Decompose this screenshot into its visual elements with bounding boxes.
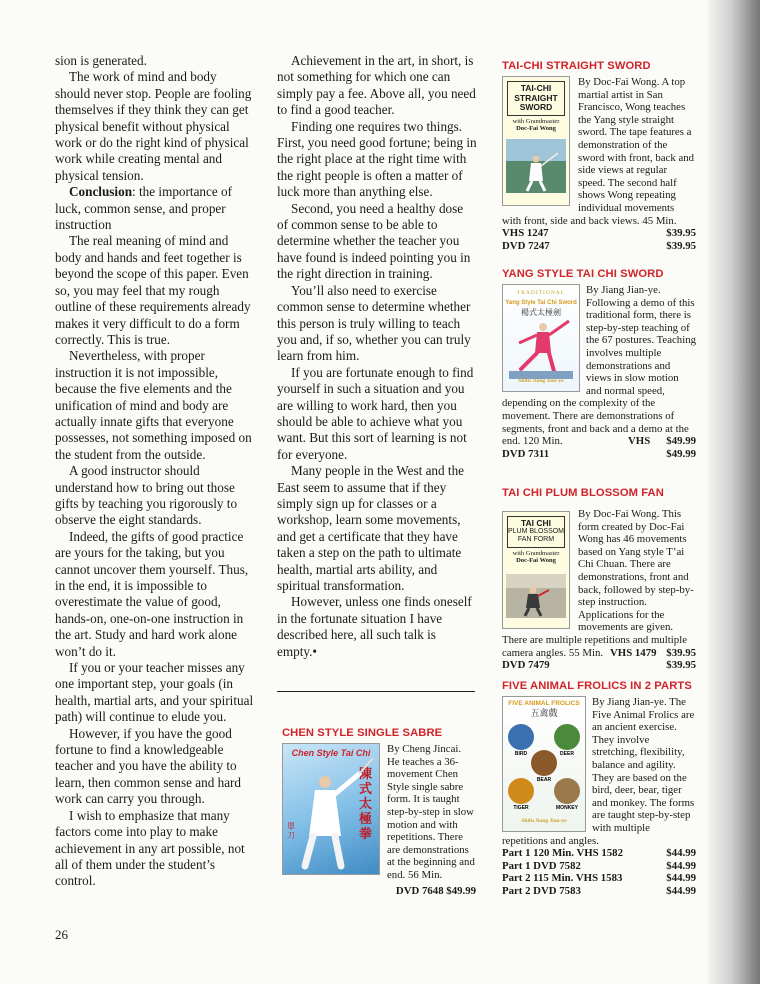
paragraph: sion is generated. bbox=[55, 53, 147, 68]
paragraph: A good instructor should understand how to bring out those gifts by teaching you rigorously to observe the eight standards. bbox=[55, 463, 238, 528]
svg-text:DEER: DEER bbox=[560, 751, 574, 757]
product-title: TAI CHI PLUM BLOSSOM FAN bbox=[502, 487, 664, 499]
price-row: DVD 7479 $39.95 bbox=[502, 659, 696, 672]
paragraph: Nevertheless, with proper instruction it is not impossible, because the five elements and the unification of mind and body are actually innate gifts that everyone possesses, not something imposed on the student from the outside. bbox=[55, 348, 252, 462]
cover-top-label: TRADITIONAL bbox=[516, 290, 566, 296]
martial-artist-figure-icon bbox=[283, 744, 379, 874]
cover-chinese-title: 楊式太極劍 bbox=[521, 307, 561, 317]
product-description: By Jiang Jian-ye. Following a demo of this traditional form, there is step-by-step teaching of the 67 postures. Teaching involves multiple demonstrations and views in slow motion and normal speed, depending on the complexity of the movement. There are demonstrations of segments, front and back and a demo at the end. 120 Min. bbox=[502, 284, 696, 448]
cover-chinese-title: 陳式太極拳 bbox=[359, 766, 373, 841]
price-row: DVD 7311 $49.99 bbox=[502, 447, 696, 460]
product-description: By Jiang Jian-ye. The Five Animal Frolics are an ancient exercise. They involve stretching, flexibility, balance and agility. They are based on the bird, deer, bear, tiger and monkey. The forms are taught step-by-step with multiple repetitions and angles. bbox=[502, 696, 695, 847]
cover-title: Yang Style Tai Chi Sword bbox=[505, 299, 577, 306]
cover-title: FIVE ANIMAL FROLICS bbox=[508, 700, 580, 707]
cover-author: Shifu Jiang Jian-ye bbox=[521, 818, 567, 825]
price-row: DVD 7247 $39.95 bbox=[502, 239, 696, 252]
price-row: Part 1 120 Min. VHS 1582 $44.99 bbox=[502, 847, 696, 860]
paragraph: However, unless one finds oneself in the fortunate situation I have described here, all such talk is empty.• bbox=[277, 594, 472, 659]
price-row: VHS $49.99 bbox=[628, 435, 696, 448]
column-divider-rule bbox=[277, 691, 475, 692]
dvd-cover-chen-sabre[interactable] bbox=[282, 743, 380, 875]
product-title: FIVE ANIMAL FROLICS IN 2 PARTS bbox=[502, 680, 692, 692]
product-description: By Doc-Fai Wong. A top martial artist in San Francisco, Wong teaches the Yang style straight sword. The tape features a demonstration of the sword with front, back and side views at regular speed. The second half shows Wong repeating individual movements with front, side and back views. 45 Min. bbox=[502, 76, 695, 227]
dvd-cover-straight-sword[interactable] bbox=[502, 76, 570, 206]
dvd-cover-five-animal-frolics[interactable] bbox=[502, 696, 586, 832]
dvd-cover-yang-sword[interactable] bbox=[502, 284, 580, 392]
cover-title-box: TAI CHI PLUM BLOSSOM FAN FORM bbox=[507, 516, 565, 548]
conclusion-paragraph: Conclusion: the importance of luck, common sense, and proper instruction bbox=[55, 184, 232, 233]
svg-text:BEAR: BEAR bbox=[536, 777, 552, 783]
paragraph: The work of mind and body should never stop. People are fooling themselves if they think they can get physical benefit without physical work or do the right kind of physical work while creating mental and physical tension. bbox=[55, 69, 252, 183]
price-row: VHS 1479 $39.95 bbox=[610, 646, 696, 659]
paragraph: Many people in the West and the East seem to assume that if they simply sign up for classes or a workshop, learn some movements, and get a certificate that they have taken a step on the path to ultimate health, martial arts ability, and spiritual transformation. bbox=[277, 463, 465, 593]
dvd-cover-plum-blossom-fan[interactable] bbox=[502, 511, 570, 629]
sword-form-figure-icon bbox=[503, 313, 579, 385]
cover-subtitle: with Grandmaster Doc-Fai Wong bbox=[512, 117, 560, 132]
product-title: YANG STYLE TAI CHI SWORD bbox=[502, 268, 664, 280]
article-column-left bbox=[55, 53, 255, 890]
svg-text:TIGER: TIGER bbox=[513, 805, 529, 811]
svg-text:MONKEY: MONKEY bbox=[556, 805, 578, 811]
price-row: Part 2 115 Min. VHS 1583 $44.99 bbox=[502, 872, 696, 885]
product-price: DVD 7648 $49.99 bbox=[395, 884, 476, 897]
product-description: By Cheng Jincai. He teaches a 36-movement Chen Style single sabre form. It is taught step-by-step in slow motion and with repetitions. There are demonstrations at the beginning and end. 56 Min. bbox=[387, 743, 475, 881]
svg-text:BIRD: BIRD bbox=[514, 751, 528, 757]
cover-author: Shifu Jiang Jian-ye bbox=[518, 378, 564, 385]
cover-title: Chen Style Tai Chi bbox=[291, 748, 371, 758]
product-yang-style-tai-chi-sword bbox=[502, 268, 696, 460]
page-number: 26 bbox=[55, 927, 68, 942]
product-tai-chi-plum-blossom-fan bbox=[502, 487, 696, 672]
conclusion-heading: Conclusion bbox=[69, 184, 133, 200]
product-five-animal-frolics bbox=[502, 680, 696, 898]
product-description: By Doc-Fai Wong. This form created by Doc-Fai Wong has 46 movements based on Yang style T’ai Chi Chuan. There are demonstrations, front and back, followed by step-by-step instruction. Applications for the movements are given. There are multiple repetitions and multiple camera angles. 55 Min. bbox=[502, 508, 694, 659]
paragraph: I wish to emphasize that many factors come into play to make achievement in any art possible, not all of them under the student’s control. bbox=[55, 807, 245, 889]
price-row: Part 1 DVD 7582 $44.99 bbox=[502, 859, 696, 872]
fan-form-photo-icon bbox=[503, 574, 569, 624]
product-title: TAI-CHI STRAIGHT SWORD bbox=[502, 60, 651, 72]
cover-side-title: 單刀 bbox=[287, 822, 295, 840]
product-tai-chi-straight-sword bbox=[502, 60, 696, 252]
product-chen-style-single-sabre bbox=[282, 727, 476, 897]
paragraph: If you or your teacher misses any one important step, your goals (in health, martial arts, and your spiritual path) will continue to elude you. bbox=[55, 660, 254, 725]
article-column-middle bbox=[277, 53, 477, 660]
paragraph: However, if you have the good fortune to find a knowledgeable teacher and you have the ability to learn, then common sense and hard work can carry you through. bbox=[55, 725, 242, 807]
paragraph: The real meaning of mind and body and hands and feet together is beyond the scope of this paper. Even so, you may feel that my rough outline of these requirements already makes it very difficult to do a form correctly. This is true. bbox=[55, 233, 251, 347]
product-title: CHEN STYLE SINGLE SABRE bbox=[282, 727, 443, 739]
paragraph: If you are fortunate enough to find yourself in such a situation and you are willing to work hard, then you should be able to achieve what you want. But this sort of learning is not for everyone. bbox=[277, 364, 474, 462]
cover-subtitle: with Grandmaster Doc-Fai Wong bbox=[512, 549, 560, 564]
cover-title-box: TAI-CHI STRAIGHT SWORD bbox=[507, 81, 565, 116]
page-binding-shadow bbox=[708, 0, 760, 984]
five-animals-photos-icon bbox=[503, 719, 585, 819]
paragraph: Second, you need a healthy dose of common sense to be able to determine whether the teacher you have found is indeed pointing you in the right direction in training. bbox=[277, 200, 471, 282]
sword-demo-photo-icon bbox=[503, 139, 569, 197]
paragraph: Achievement in the art, in short, is not something for which one can simply pay a fee. Above all, you need to find a good teacher. bbox=[277, 53, 476, 118]
paragraph: You’ll also need to exercise common sense to determine whether this person is truly willing to teach you and, if so, whether you can truly learn from him. bbox=[277, 282, 471, 364]
paragraph: Indeed, the gifts of good practice are yours for the taking, but you cannot uncover them yourself. Thus, in the end, it is impossible to overestimate the value of good, hands-on, one-on-one instruction in the art. Study and hard work alone won’t do it. bbox=[55, 528, 249, 659]
price-row: Part 2 DVD 7583 $44.99 bbox=[502, 884, 696, 897]
price-row: VHS 1247 $39.95 bbox=[502, 227, 696, 240]
paragraph: Finding one requires two things. First, you need good fortune; being in the right place at the right time with the right people is often a matter of luck more than anything else. bbox=[277, 118, 477, 200]
cover-chinese-title: 五禽戲 bbox=[530, 708, 558, 718]
